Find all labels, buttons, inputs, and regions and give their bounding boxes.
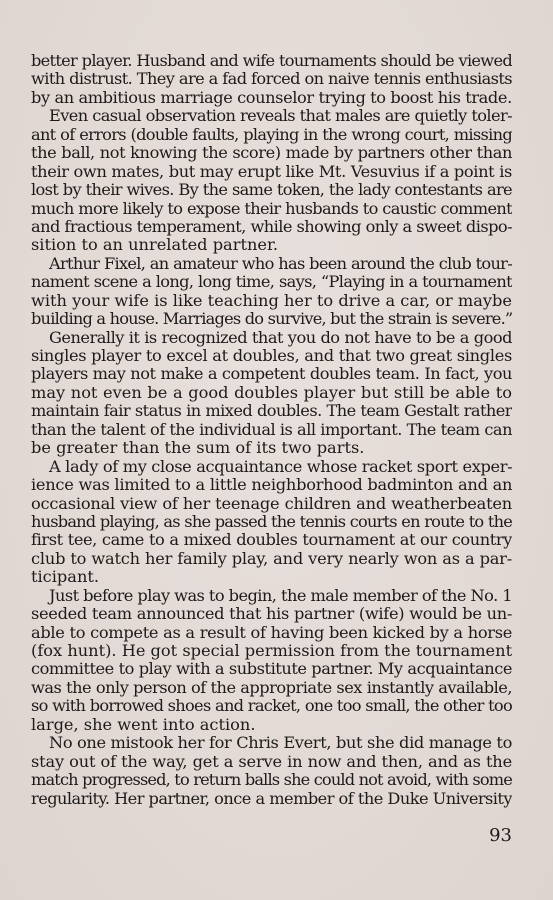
text-line: better player. Husband and wife tournaments should be viewed [31, 52, 512, 70]
text-line: stay out of the way, get a serve in now and then, and as the [31, 752, 512, 771]
text-line: No one mistook her for Chris Evert, but she did manage to [49, 734, 512, 753]
text-line: be greater than the sum of its two parts. [31, 439, 365, 458]
text-line: maintain fair status in mixed doubles. The team Gestalt rather [31, 402, 512, 421]
text-line: players may not make a competent doubles team. In fact, you [31, 365, 512, 384]
text-line: match progressed, to return balls she could not avoid, with some [31, 771, 512, 790]
text-line: sition to an unrelated partner. [31, 236, 279, 255]
text-line: Just before play was to begin, the male member of the No. 1 [49, 586, 512, 605]
text-line: Generally it is recognized that you do not have to be a good [49, 328, 512, 347]
text-line: singles player to excel at doubles, and that two great singles [31, 347, 512, 365]
text-line: ience was limited to a little neighborhood badminton and an [31, 476, 512, 495]
text-line: with distrust. They are a fad forced on naive tennis enthusiasts [31, 70, 512, 89]
text-line: the ball, not knowing the score) made by partners other than [31, 144, 512, 163]
body-text [31, 52, 512, 808]
text-line: occasional view of her teenage children and weatherbeaten [31, 494, 512, 513]
text-line: seeded team announced that his partner (wife) would be un- [31, 605, 512, 624]
text-line: building a house. Marriages do survive, but the strain is severe.” [31, 310, 512, 329]
text-line: (fox hunt). He got special permission from the tournament [31, 642, 512, 660]
text-line: was the only person of the appropriate sex instantly available, [31, 678, 512, 697]
text-line: than the talent of the individual is all important. The team can [31, 420, 512, 439]
text-line: husband playing, as she passed the tennis courts en route to the [31, 512, 512, 531]
text-line: club to watch her family play, and very nearly won as a par- [31, 549, 512, 568]
text-line: large, she went into action. [31, 715, 256, 734]
text-line: Even casual observation reveals that males are quietly toler- [49, 107, 512, 126]
text-line: ant of errors (double faults, playing in the wrong court, missing [31, 125, 512, 144]
text-line: nament scene a long, long time, says, “Playing in a tournament [31, 273, 512, 292]
text-line: Arthur Fixel, an amateur who has been around the club tour- [49, 254, 512, 273]
text-line: and fractious temperament, while showing only a sweet dispo- [31, 217, 512, 236]
text-line: A lady of my close acquaintance whose racket sport exper- [49, 457, 512, 476]
text-line: their own mates, but may erupt like Mt. Vesuvius if a point is [31, 162, 512, 181]
text-line: much more likely to expose their husbands to caustic comment [31, 199, 512, 218]
text-line: committee to play with a substitute partner. My acquaintance [31, 660, 512, 679]
page-number: 93 [489, 825, 512, 846]
text-line: regularity. Her partner, once a member of the Duke University [31, 789, 512, 808]
text-line: able to compete as a result of having been kicked by a horse [31, 623, 512, 642]
text-line: may not even be a good doubles player but still be able to [31, 383, 512, 402]
text-line: ticipant. [31, 568, 100, 587]
text-line: with your wife is like teaching her to drive a car, or maybe [31, 291, 512, 310]
text-line: so with borrowed shoes and racket, one too small, the other too [31, 697, 512, 716]
text-line: first tee, came to a mixed doubles tournament at our country [31, 531, 512, 550]
text-line: lost by their wives. By the same token, the lady contestants are [31, 181, 512, 200]
text-line: by an ambitious marriage counselor trying to boost his trade. [31, 88, 512, 107]
